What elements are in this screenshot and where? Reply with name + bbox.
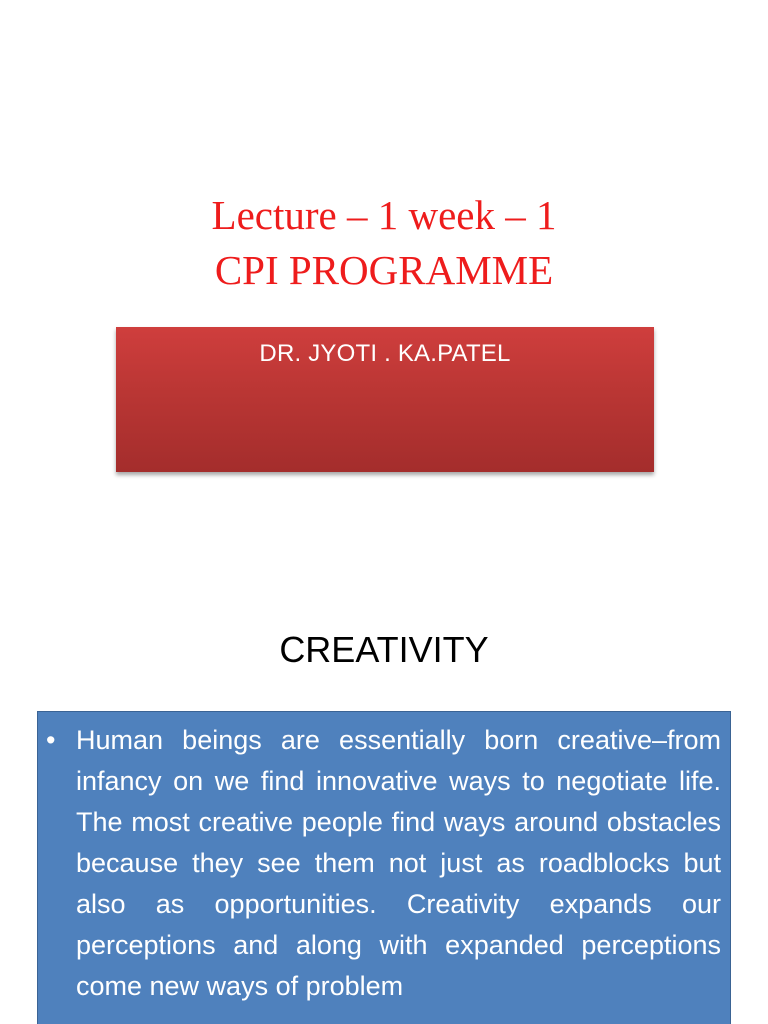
slide-title-line-1: Lecture – 1 week – 1 (211, 192, 557, 238)
author-box (116, 327, 654, 472)
slide-title-line-2: CPI PROGRAMME (214, 247, 554, 293)
section-heading: CREATIVITY (279, 629, 489, 670)
content-box (37, 711, 731, 1024)
slide-title (0, 188, 768, 298)
bullet-icon: • (46, 725, 56, 755)
bullet-text: Human beings are essentially born creative–from infancy on we find innovative ways to negotiate life. The most creative people find ways around obstacles because they see them not just as roadblocks but also as opportunities. Creativity expands our perceptions and along with expanded perceptions come new ways of problem (76, 725, 721, 1001)
author-name: DR. JYOTI . KA.PATEL (259, 340, 511, 367)
